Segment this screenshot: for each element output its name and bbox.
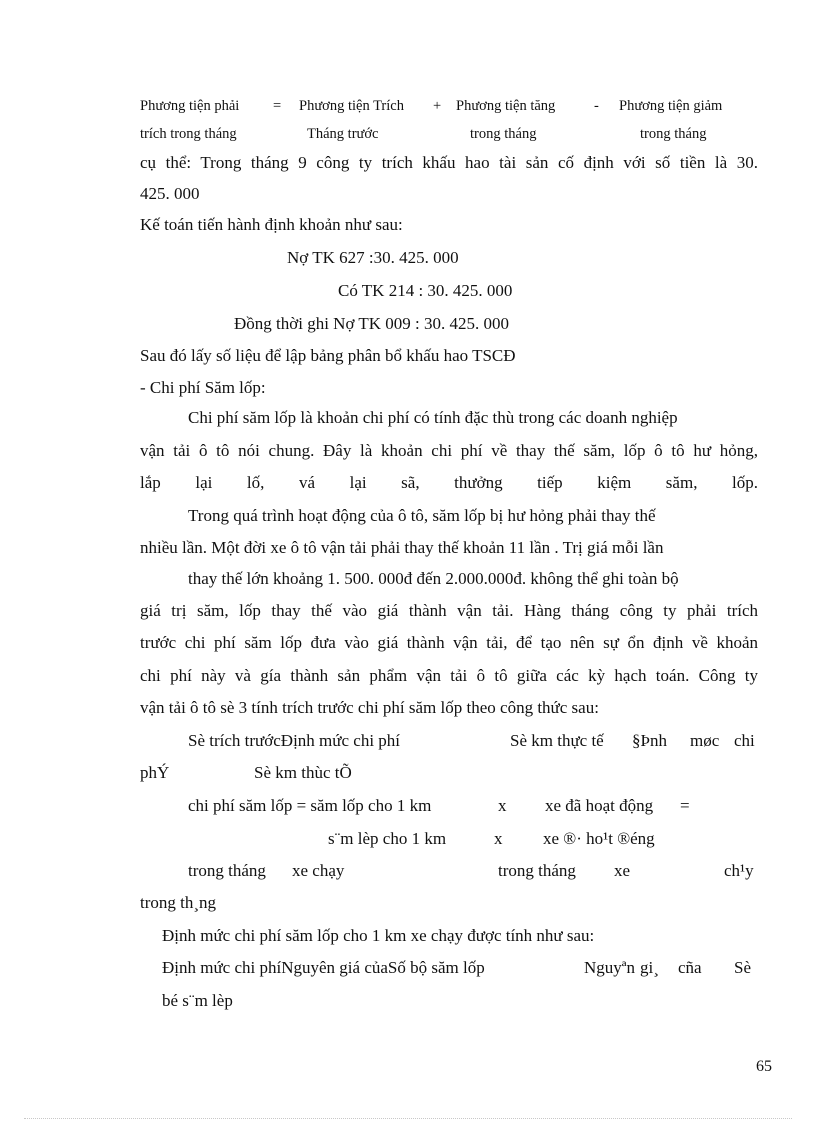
paragraph-line: giá trị săm, lốp thay thế vào giá thành vận tải. Hàng tháng công ty phải trích [140,601,758,620]
formula2-text: Sè km thực tế [510,731,604,750]
formula2-text: møc [690,731,720,750]
journal-entry-debit: Nợ TK 627 :30. 425. 000 [287,248,459,267]
body-line: Kế toán tiến hành định khoản như sau: [140,215,403,234]
body-line: Định mức chi phí săm lốp cho 1 km xe chạy được tính như sau: [162,926,595,945]
formula3-text: Định mức chi phíNguyên giá củaSố bộ săm lốp [162,958,485,977]
page-number: 65 [756,1058,772,1075]
formula1-term-3: Phương tiện tăng [456,98,556,114]
formula1-term-1: Phương tiện phải [140,98,240,114]
formula1-minus: - [594,98,599,114]
formula2-text: trong tháng [498,861,576,880]
formula1-term-4: Phương tiện giảm [619,98,723,114]
body-line: cụ thể: Trong tháng 9 công ty trích khấu hao tài sản cố định với số tiền là 30. [140,153,758,172]
formula2-text: xe ®· ho¹t ®éng [543,829,655,848]
formula2-text: x [494,829,503,848]
formula3-text: bé s¨m lèp [162,991,233,1010]
formula2-text: xe đã hoạt động [545,796,654,815]
journal-entry-credit: Có TK 214 : 30. 425. 000 [338,281,513,300]
formula2-text: s¨m lèp cho 1 km [328,829,447,848]
body-line: Sau đó lấy số liệu để lập bảng phân bổ khấu hao TSCĐ [140,346,516,365]
formula1-sub-1: trích trong tháng [140,126,237,142]
formula2-text: x [498,796,507,815]
formula1-sub-3: trong tháng [470,126,537,142]
paragraph-line: trước chi phí săm lốp đưa vào giá thành vận tải, để tạo nên sự ổn định về khoản [140,633,758,652]
paragraph-line: thay thế lớn khoảng 1. 500. 000đ đến 2.000.000đ. không thể ghi toàn bộ [188,569,679,588]
formula1-sub-4: trong tháng [640,126,707,142]
formula2-text: §Þnh [632,731,667,750]
paragraph-line: vận tải ô tô nói chung. Đây là khoản chi phí về thay thế săm, lốp ô tô hư hỏng, [140,441,758,460]
formula2-text: trong tháng [188,861,266,880]
formula3-text: Sè [734,958,751,977]
formula1-term-2: Phương tiện Trích [299,98,404,114]
formula2-text: ch¹y [724,861,754,880]
formula1-equals: = [273,98,282,114]
formula2-text: Sè km thùc tÕ [254,763,352,782]
formula2-text: chi [734,731,755,750]
paragraph-line: chi phí này và gía thành sản phẩm vận tải ô tô giữa các kỳ hạch toán. Công ty [140,666,758,685]
formula1-sub-2: Tháng trước [307,126,379,142]
formula2-text: phÝ [140,763,170,782]
formula2-text: chi phí săm lốp = săm lốp cho 1 km [188,796,432,815]
paragraph-line: lắp lại lố, vá lại sã, thưởng tiếp kiệm săm, lốp. [140,473,758,492]
formula3-text: Nguyªn [584,958,635,977]
paragraph-line: nhiều lần. Một đời xe ô tô vận tải phải thay thế khoản 11 lần . Trị giá mỗi lần [140,538,664,557]
formula2-text: xe chạy [292,861,345,880]
formula2-text: Sè trích trướcĐịnh mức chi phí [188,731,401,750]
paragraph-line: Chi phí săm lốp là khoản chi phí có tính đặc thù trong các doanh nghiệp [188,408,678,427]
page-bottom-border [24,1118,792,1119]
body-line: 425. 000 [140,184,200,203]
formula2-text: xe [614,861,631,880]
paragraph-line: vận tải ô tô sè 3 tính trích trước chi phí săm lốp theo công thức sau: [140,698,599,717]
formula3-text: cña [678,958,702,977]
formula2-text: trong th¸ng [140,893,217,912]
section-heading: - Chi phí Săm lốp: [140,378,266,397]
journal-entry-memo: Đồng thời ghi Nợ TK 009 : 30. 425. 000 [234,314,510,333]
formula2-text: = [680,796,690,815]
paragraph-line: Trong quá trình hoạt động của ô tô, săm lốp bị hư hỏng phải thay thế [188,506,656,525]
formula3-text: gi¸ [640,958,659,977]
formula1-plus: + [433,98,442,114]
